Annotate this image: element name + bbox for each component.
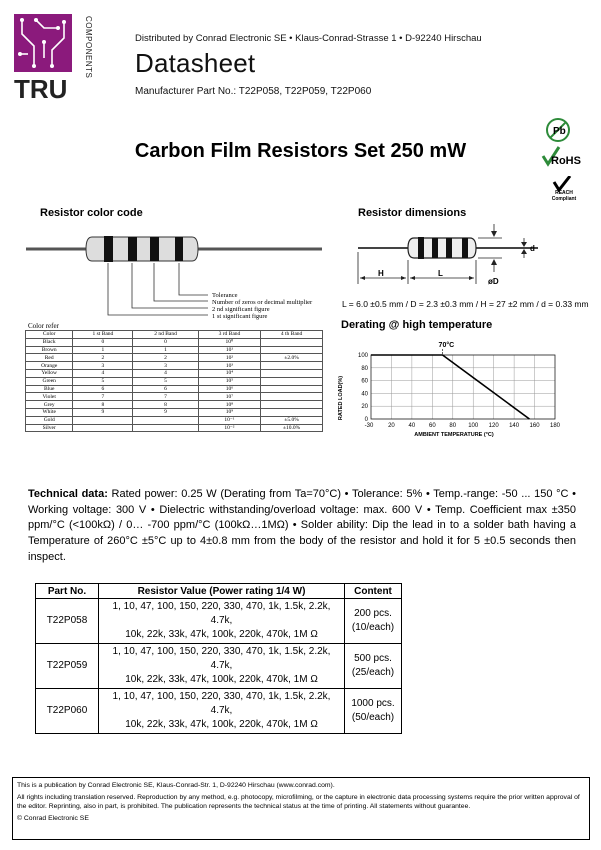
table-cell: Brown bbox=[26, 346, 73, 354]
content-line: 1000 pcs. bbox=[351, 698, 395, 709]
rohs-label: RoHS bbox=[551, 155, 581, 167]
table-cell: 10³ bbox=[198, 362, 261, 370]
technical-data-text: Rated power: 0.25 W (Derating from Ta=70°C) • Tolerance: 5% • Temp.-range: -50 ... 150 °C • Working voltage: 300 V • Dielectric withstanding/overload voltage: max. 600 V • Temp. Coefficient max ±350 ppm/°C (<100kΩ) / 0… -700 ppm/°C (100kΩ…1MΩ) • Solder ability: Dip the lead in to a solder bath having a Temperature of 260°C ±5°C up to 4±0.8 mm from the body of the resistor and hold it for 5 ±0.5 seconds then inspect. bbox=[28, 488, 576, 563]
table-cell: 10⁵ bbox=[198, 377, 261, 385]
table-cell: Silver bbox=[26, 424, 73, 432]
table-cell: ±10.0% bbox=[261, 424, 323, 432]
table-cell: 5 bbox=[73, 377, 133, 385]
content-line: (25/each) bbox=[351, 667, 395, 678]
content-cell bbox=[345, 689, 402, 734]
resistor-dimensions-figure bbox=[338, 220, 578, 295]
derating-xlabel: AMBIENT TEMPERATURE (°C) bbox=[414, 432, 494, 438]
table-cell bbox=[133, 424, 198, 432]
table-header-cell: 1 st Band bbox=[73, 331, 133, 339]
table-cell bbox=[73, 416, 133, 424]
table-cell bbox=[261, 377, 323, 385]
part-number: T22P060 bbox=[36, 689, 99, 734]
table-row bbox=[26, 362, 323, 370]
content-line: 500 pcs. bbox=[354, 653, 392, 664]
table-cell: 6 bbox=[133, 385, 198, 393]
table-cell: 10⁷ bbox=[198, 393, 261, 401]
values-line: 10k, 22k, 33k, 47k, 100k, 220k, 470k, 1M Ω bbox=[125, 674, 318, 685]
reach-label: REACH Compliant bbox=[551, 190, 577, 202]
part-number: T22P059 bbox=[36, 644, 99, 689]
content-line: 200 pcs. bbox=[354, 608, 392, 619]
table-row bbox=[36, 599, 402, 644]
table-cell: Gold bbox=[26, 416, 73, 424]
values-line: 1, 10, 47, 100, 150, 220, 330, 470, 1k, 1.5k, 2.2k, 4.7k, bbox=[112, 691, 331, 716]
table-cell: 3 bbox=[73, 362, 133, 370]
table-cell: White bbox=[26, 408, 73, 416]
logo-text: TRU bbox=[14, 74, 68, 104]
table-cell: 7 bbox=[133, 393, 198, 401]
table-header-cell: 3 rd Band bbox=[198, 331, 261, 339]
y-tick-label: 0 bbox=[364, 417, 368, 423]
table-cell: 5 bbox=[133, 377, 198, 385]
footer-publisher: This is a publication by Conrad Electronic SE, Klaus-Conrad-Str. 1, D-92240 Hirschau (www.conrad.com). bbox=[17, 782, 335, 789]
table-header-cell: Color bbox=[26, 331, 73, 339]
table-cell: 1 bbox=[73, 346, 133, 354]
logo-subtext: COMPONENTS bbox=[84, 16, 93, 79]
pb-label: Pb bbox=[553, 126, 566, 137]
page-title: Carbon Film Resistors Set 250 mW bbox=[134, 140, 467, 162]
legend-multiplier: Number of zeros or decimal multiplier bbox=[212, 299, 313, 306]
derating-knee-label: 70°C bbox=[438, 342, 455, 349]
distributor-line: Distributed by Conrad Electronic SE • Klaus-Conrad-Strasse 1 • D-92240 Hirschau bbox=[135, 33, 482, 44]
table-cell: 1 bbox=[133, 346, 198, 354]
table-cell: Violet bbox=[26, 393, 73, 401]
table-cell: 10⁹ bbox=[198, 408, 261, 416]
color-code-heading: Resistor color code bbox=[40, 207, 143, 219]
technical-data-label: Technical data: bbox=[28, 488, 108, 500]
table-header-cell: 4 th Band bbox=[261, 331, 323, 339]
table-cell bbox=[261, 338, 323, 346]
values-line: 10k, 22k, 33k, 47k, 100k, 220k, 470k, 1M Ω bbox=[125, 719, 318, 730]
x-tick-label: 60 bbox=[428, 423, 436, 429]
x-tick-label: 140 bbox=[509, 423, 520, 429]
manufacturer-part-no: Manufacturer Part No.: T22P058, T22P059, T22P060 bbox=[135, 86, 372, 97]
table-cell: 3 bbox=[133, 362, 198, 370]
datasheet-title: Datasheet bbox=[135, 48, 256, 78]
derating-heading: Derating @ high temperature bbox=[341, 319, 493, 331]
footer-rights: All rights including translation reserved. Reproduction by any method, e.g. photocopy, microfilming, or the capture in electronic data processing systems require the prior written approval of the editor. Reprinting, also in part, is prohibited. The publication represents the technical status at the time of printing. All statements without guarantee. bbox=[17, 794, 580, 810]
dim-label-diameter: øD bbox=[488, 277, 499, 286]
table-cell: 4 bbox=[73, 369, 133, 377]
table-cell: 10⁻¹ bbox=[198, 416, 261, 424]
table-row bbox=[26, 385, 323, 393]
tru-components-logo bbox=[14, 14, 94, 106]
table-cell bbox=[261, 362, 323, 370]
legend-tolerance: Tolerance bbox=[212, 292, 238, 299]
table-row bbox=[26, 331, 323, 339]
table-cell: Orange bbox=[26, 362, 73, 370]
resistor-values bbox=[99, 599, 345, 644]
table-header-cell: 2 nd Band bbox=[133, 331, 198, 339]
values-line: 10k, 22k, 33k, 47k, 100k, 220k, 470k, 1M Ω bbox=[125, 629, 318, 640]
dim-label-h: H bbox=[378, 269, 384, 278]
parts-table bbox=[35, 583, 402, 734]
table-cell: 10⁶ bbox=[198, 385, 261, 393]
table-cell: Red bbox=[26, 354, 73, 362]
content-line: (10/each) bbox=[351, 622, 395, 633]
table-cell: Yellow bbox=[26, 369, 73, 377]
table-cell: 9 bbox=[133, 408, 198, 416]
resistor-color-code-figure bbox=[22, 225, 332, 325]
x-tick-label: 100 bbox=[468, 423, 479, 429]
table-cell: 10⁻² bbox=[198, 424, 261, 432]
legend-1st-figure: 1 st significant figure bbox=[212, 313, 268, 320]
dimensions-heading: Resistor dimensions bbox=[358, 207, 467, 219]
color-code-table bbox=[25, 330, 323, 432]
resistor-values bbox=[99, 689, 345, 734]
table-row bbox=[26, 377, 323, 385]
x-tick-label: 120 bbox=[488, 423, 499, 429]
table-row bbox=[36, 689, 402, 734]
content-line: (50/each) bbox=[351, 712, 395, 723]
table-cell: 10² bbox=[198, 354, 261, 362]
table-cell bbox=[261, 385, 323, 393]
derating-chart bbox=[336, 338, 572, 438]
y-tick-label: 20 bbox=[361, 404, 368, 411]
table-cell bbox=[261, 408, 323, 416]
table-cell: 8 bbox=[73, 401, 133, 409]
table-cell bbox=[261, 401, 323, 409]
col-resistor-value: Resistor Value (Power rating 1/4 W) bbox=[99, 584, 345, 599]
x-tick-label: 80 bbox=[449, 423, 457, 429]
table-row bbox=[26, 346, 323, 354]
table-cell: 2 bbox=[133, 354, 198, 362]
table-cell: 0 bbox=[133, 338, 198, 346]
table-cell bbox=[133, 416, 198, 424]
table-row bbox=[26, 354, 323, 362]
table-cell: 10⁸ bbox=[198, 401, 261, 409]
technical-data bbox=[28, 487, 576, 566]
col-content: Content bbox=[345, 584, 402, 599]
table-cell: 10⁰ bbox=[198, 338, 261, 346]
table-cell: 4 bbox=[133, 369, 198, 377]
derating-curve bbox=[371, 355, 529, 419]
x-tick-label: 40 bbox=[408, 423, 416, 429]
table-cell bbox=[73, 424, 133, 432]
table-row bbox=[26, 424, 323, 432]
values-line: 1, 10, 47, 100, 150, 220, 330, 470, 1k, 1.5k, 2.2k, 4.7k, bbox=[112, 601, 331, 626]
table-cell: ±5.0% bbox=[261, 416, 323, 424]
y-tick-label: 40 bbox=[361, 391, 368, 398]
part-number: T22P058 bbox=[36, 599, 99, 644]
values-line: 1, 10, 47, 100, 150, 220, 330, 470, 1k, 1.5k, 2.2k, 4.7k, bbox=[112, 646, 331, 671]
footer bbox=[12, 777, 590, 840]
table-cell: 6 bbox=[73, 385, 133, 393]
table-cell: 0 bbox=[73, 338, 133, 346]
table-cell bbox=[261, 346, 323, 354]
content-cell bbox=[345, 644, 402, 689]
x-tick-label: -30 bbox=[364, 423, 374, 429]
table-row bbox=[26, 338, 323, 346]
dim-label-l: L bbox=[438, 269, 443, 278]
table-cell: 8 bbox=[133, 401, 198, 409]
table-cell: Green bbox=[26, 377, 73, 385]
table-row bbox=[26, 408, 323, 416]
legend-2nd-figure: 2 nd significant figure bbox=[212, 306, 270, 313]
x-tick-label: 160 bbox=[529, 423, 540, 429]
table-cell: Black bbox=[26, 338, 73, 346]
footer-copyright: © Conrad Electronic SE bbox=[17, 815, 89, 822]
x-tick-label: 20 bbox=[388, 423, 395, 429]
dimensions-text: L = 6.0 ±0.5 mm / D = 2.3 ±0.3 mm / H = 27 ±2 mm / d = 0.33 mm bbox=[342, 299, 589, 309]
table-cell: 2 bbox=[73, 354, 133, 362]
y-tick-label: 80 bbox=[361, 365, 368, 372]
table-cell bbox=[261, 393, 323, 401]
table-row bbox=[26, 393, 323, 401]
col-part-no: Part No. bbox=[36, 584, 99, 599]
x-tick-label: 180 bbox=[549, 423, 561, 429]
table-cell: ±2.0% bbox=[261, 354, 323, 362]
resistor-values bbox=[99, 644, 345, 689]
y-tick-label: 100 bbox=[357, 353, 368, 359]
color-table-caption: Color refer bbox=[28, 322, 59, 330]
plot-frame bbox=[371, 355, 555, 419]
table-cell: 7 bbox=[73, 393, 133, 401]
table-cell bbox=[261, 369, 323, 377]
table-cell: Blue bbox=[26, 385, 73, 393]
y-tick-label: 60 bbox=[361, 378, 368, 385]
table-row bbox=[36, 644, 402, 689]
derating-ylabel: RATED LOAD(%) bbox=[338, 375, 344, 421]
table-cell: Grey bbox=[26, 401, 73, 409]
table-cell: 10¹ bbox=[198, 346, 261, 354]
table-row bbox=[26, 401, 323, 409]
table-row bbox=[26, 416, 323, 424]
dim-label-d: d bbox=[530, 244, 535, 253]
table-cell: 9 bbox=[73, 408, 133, 416]
table-cell: 10⁴ bbox=[198, 369, 261, 377]
table-row bbox=[26, 369, 323, 377]
content-cell bbox=[345, 599, 402, 644]
